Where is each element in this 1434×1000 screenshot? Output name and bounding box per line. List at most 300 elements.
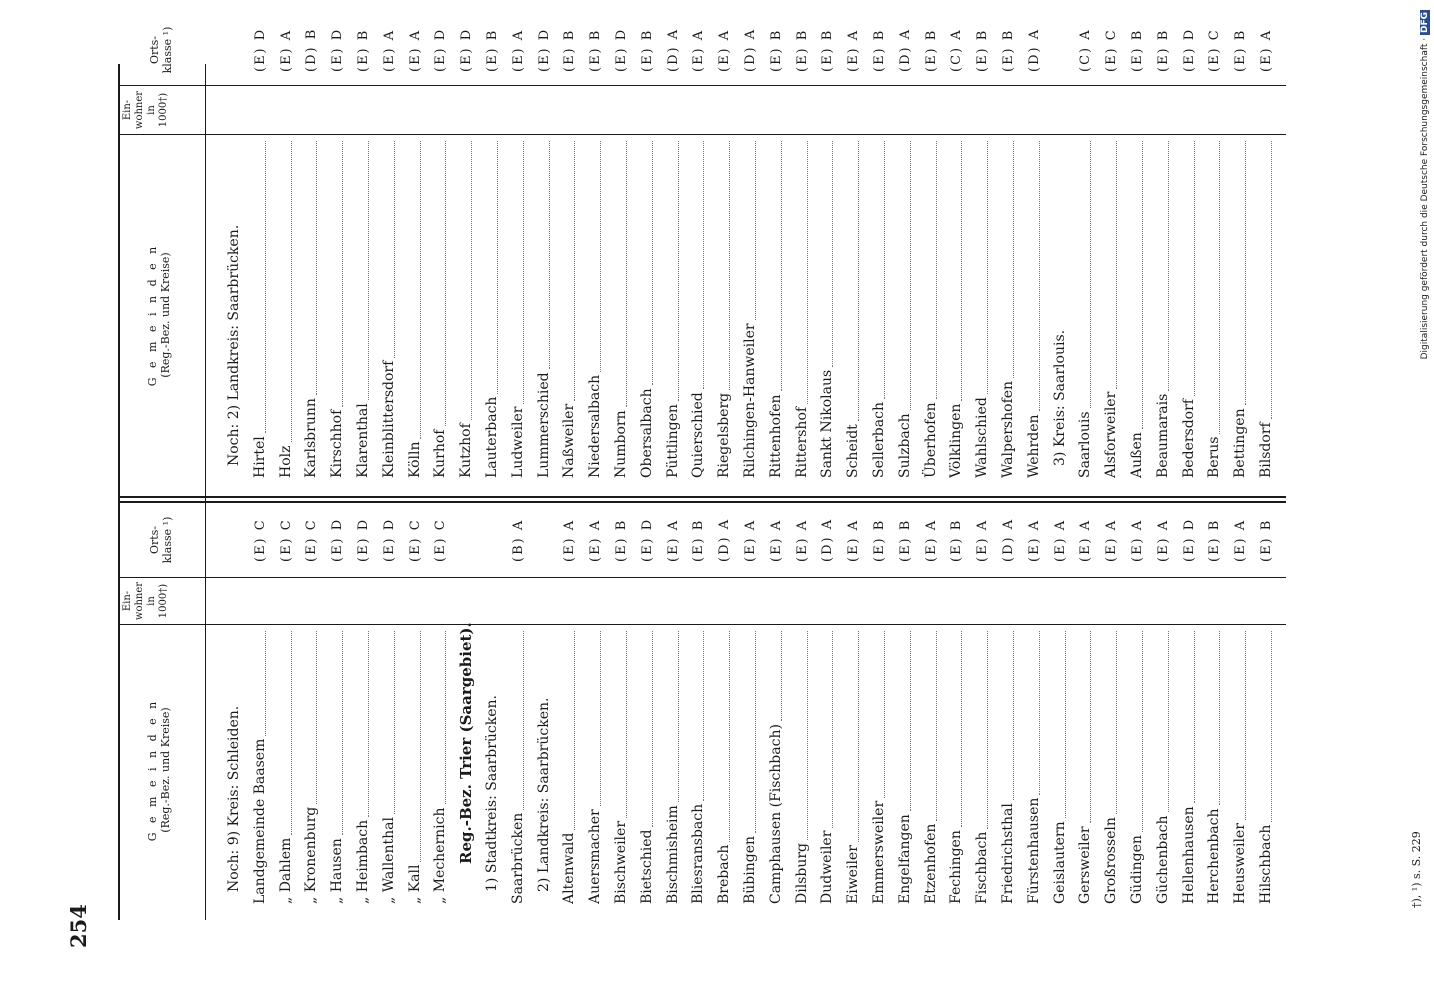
municipality-name: Geislautern: [1051, 821, 1068, 904]
leader-dots: [703, 141, 704, 389]
municipality-name: Bischweiler: [613, 820, 629, 904]
municipality-name: Sulzbach: [896, 413, 913, 478]
leader-dots: [368, 631, 369, 817]
ortsklasse-value: (E) A: [510, 28, 526, 72]
leader-dots: [987, 631, 988, 829]
municipality-name: Quierschied: [690, 392, 707, 478]
leader-dots: [1194, 631, 1195, 803]
ortsklasse-value: (E) C: [1207, 28, 1223, 72]
ortsklasse-value: (E) C: [252, 518, 268, 562]
leader-dots: [316, 631, 317, 804]
municipality-name: Großrosseln: [1103, 817, 1120, 904]
ortsklasse-value: (E) A: [1078, 518, 1094, 562]
header-ortsklasse-left: [148, 503, 174, 577]
table-row: [815, 482, 840, 904]
table-row: [970, 482, 995, 904]
table-row: [609, 0, 634, 478]
leader-dots: [523, 631, 524, 810]
section-heading-row: [454, 482, 479, 904]
ortsklasse-value: (E) D: [356, 517, 371, 562]
table-row: [944, 0, 969, 478]
municipality-name: Fischbach: [974, 831, 991, 904]
ortsklasse-value: (E) A: [846, 518, 862, 562]
section-heading-row: [532, 482, 557, 904]
ortsklasse-value: (E) A: [278, 28, 294, 72]
header-einwohner-line3: in: [146, 105, 157, 115]
table-row: [996, 482, 1021, 904]
header-bottom-rule: [205, 64, 206, 920]
municipality-name: Güchenbach: [1154, 815, 1171, 904]
municipality-name: Beaumarais: [1154, 393, 1171, 478]
ortsklasse-value: (E) B: [872, 28, 887, 72]
municipality-name: Saarbrücken: [509, 812, 526, 904]
ortsklasse-value: (E) B: [794, 28, 810, 72]
header-einwohner-line4: 1000†): [158, 583, 169, 619]
municipality-name: Bilsdorf: [1258, 422, 1274, 478]
leader-dots: [987, 141, 988, 394]
leader-dots: [1194, 141, 1195, 396]
leader-dots: [316, 141, 317, 395]
table-row: [1228, 0, 1253, 478]
ortsklasse-value: (E) B: [1130, 28, 1145, 72]
ortsklasse-value: (E) A: [743, 518, 758, 562]
leader-dots: [342, 141, 343, 407]
table-row: [1177, 0, 1202, 478]
leader-dots: [1271, 141, 1272, 419]
municipality-name: Naßweiler: [561, 403, 578, 478]
table-row: [506, 482, 531, 904]
municipality-name: Holz: [277, 445, 294, 478]
ortsklasse-value: (E) A: [691, 28, 707, 72]
ortsklasse-value: (D) A: [665, 27, 681, 72]
leader-dots: [368, 141, 369, 400]
leader-dots: [781, 141, 782, 391]
leader-dots: [781, 631, 782, 721]
section-heading: 2) Landkreis: Saarbrücken.: [535, 697, 552, 892]
ortsklasse-value: (E) A: [1130, 518, 1145, 562]
table-row: [712, 482, 737, 904]
dfg-watermark: [1418, 10, 1432, 990]
municipality-name: Numborn: [613, 410, 629, 478]
ortsklasse-value: (E) C: [433, 518, 449, 562]
ortsklasse-value: (E) A: [1259, 28, 1274, 72]
leader-dots: [1142, 141, 1143, 429]
ortsklasse-value: (E) D: [1181, 27, 1197, 72]
table-row: [738, 0, 763, 478]
municipality-name: Kurhof: [432, 429, 449, 478]
municipality-name: Scheidt: [845, 424, 862, 478]
leader-dots: [652, 141, 653, 385]
leader-dots: [807, 141, 808, 404]
header-gemeinden-title: G e m e i n d e n: [146, 243, 159, 387]
ortsklasse-value: (E) D: [614, 27, 629, 72]
leader-dots: [265, 141, 266, 433]
municipality-name: „ Wallenthal: [380, 817, 397, 904]
leader-dots: [291, 631, 292, 835]
table-row: [1048, 482, 1073, 904]
municipality-name: „ Mechernich: [432, 807, 449, 904]
leader-dots: [910, 631, 911, 811]
municipality-name: Bischmisheim: [664, 805, 681, 904]
table-row: [1125, 482, 1150, 904]
table-row: [325, 482, 350, 904]
leader-dots: [1245, 141, 1246, 405]
leader-dots: [574, 141, 575, 401]
leader-dots: [600, 141, 601, 372]
table-row: [403, 0, 428, 478]
table-row: [1254, 482, 1279, 904]
table-row: [919, 0, 944, 478]
table-row: [764, 482, 789, 904]
leader-dots: [884, 141, 885, 399]
ortsklasse-value: (D) A: [820, 517, 836, 562]
municipality-name: Dilsburg: [793, 843, 810, 904]
municipality-name: Camphausen (Fischbach): [767, 724, 784, 904]
ortsklasse-value: (E) A: [923, 518, 939, 562]
table-row: [403, 482, 428, 904]
table-row: [609, 482, 634, 904]
municipality-name: Landgemeinde Baasem: [251, 738, 268, 904]
ortsklasse-value: (E) D: [1181, 517, 1197, 562]
table-row: [841, 0, 866, 478]
leader-dots: [1013, 631, 1014, 800]
leader-dots: [703, 631, 704, 801]
ortsklasse-value: (E) C: [278, 518, 294, 562]
table-row: [377, 482, 402, 904]
ortsklasse-value: (E) B: [897, 518, 913, 562]
municipality-name: Kleinblittersdorf: [380, 360, 397, 478]
ortsklasse-value: (E) A: [588, 518, 604, 562]
municipality-name: Walpershofen: [1000, 380, 1016, 478]
leader-dots: [678, 141, 679, 401]
header-einwohner-right: [122, 86, 170, 134]
leader-dots: [858, 141, 859, 421]
table-row: [661, 0, 686, 478]
table-row: [841, 482, 866, 904]
municipality-name: Kirschhof: [329, 409, 346, 478]
leader-dots: [394, 141, 395, 358]
municipality-name: Außen: [1129, 432, 1145, 478]
ortsklasse-value: (E) B: [768, 28, 784, 72]
municipality-name: Karlsbrunn: [303, 398, 320, 478]
leader-dots: [755, 141, 756, 320]
municipality-name: „ Dahlem: [277, 837, 294, 904]
ortsklasse-value: (E) A: [665, 518, 681, 562]
table-row: [1073, 0, 1098, 478]
municipality-name: Püttlingen: [664, 404, 681, 478]
leader-dots: [884, 631, 885, 798]
header-gemeinden-sub: (Reg.-Bez. und Kreise): [159, 707, 172, 833]
leader-dots: [265, 631, 266, 736]
ortsklasse-value: (E) D: [433, 27, 449, 72]
section-heading: Noch: 9) Kreis: Schleiden.: [226, 705, 242, 892]
table-row: [635, 0, 660, 478]
ortsklasse-value: (E) B: [820, 28, 836, 72]
leader-dots: [1065, 631, 1066, 818]
leader-dots: [1219, 141, 1220, 434]
municipality-name: Fechingen: [948, 830, 965, 904]
header-ortsklasse-line2: klasse ¹): [161, 516, 174, 564]
leader-dots: [961, 141, 962, 401]
municipality-name: Berus: [1206, 436, 1223, 478]
municipality-name: Bübingen: [742, 835, 758, 904]
municipality-name: Wehrden: [1025, 414, 1042, 478]
header-einwohner-line3: in: [146, 596, 157, 606]
table-row: [1228, 482, 1253, 904]
leader-dots: [342, 631, 343, 835]
table-row: [712, 0, 737, 478]
leader-dots: [420, 631, 421, 862]
municipality-name: „ Hausen: [329, 838, 346, 904]
ortsklasse-value: (E) B: [1155, 28, 1171, 72]
municipality-name: Emmersweiler: [871, 800, 887, 904]
municipality-name: Obersalbach: [638, 388, 655, 478]
ortsklasse-value: (C) A: [1078, 28, 1094, 72]
table-row: [325, 0, 350, 478]
municipality-name: Lummerschied: [535, 372, 552, 478]
page-number: 254: [66, 904, 91, 948]
table-row: [661, 482, 686, 904]
ortsklasse-value: (E) A: [1052, 518, 1068, 562]
table-row: [1125, 0, 1150, 478]
ortsklasse-value: (D) A: [897, 27, 913, 72]
header-ortsklasse-right: [148, 15, 174, 85]
section-heading: Reg.-Bez. Trier (Saargebiet).: [457, 622, 476, 864]
ortsklasse-value: (B) A: [510, 518, 526, 562]
leader-dots: [678, 631, 679, 802]
table-row: [583, 482, 608, 904]
ortsklasse-value: (E) C: [304, 518, 320, 562]
table-row: [428, 482, 453, 904]
leader-dots: [549, 141, 550, 369]
ortsklasse-value: (E) C: [407, 518, 423, 562]
table-row: [1202, 0, 1227, 478]
municipality-name: Lauterbach: [484, 396, 500, 478]
ortsklasse-value: (E) B: [1259, 518, 1274, 562]
municipality-name: Ludweiler: [509, 406, 526, 478]
ortsklasse-value: (E) A: [975, 518, 991, 562]
table-row: [351, 0, 376, 478]
leader-dots: [1168, 141, 1169, 391]
table-row: [454, 0, 479, 478]
ortsklasse-value: (E) D: [252, 27, 268, 72]
municipality-name: „ Heimbach: [355, 819, 371, 904]
leader-dots: [1039, 141, 1040, 411]
leader-dots: [626, 631, 627, 818]
header-ortsklasse-line1: Orts-: [148, 35, 161, 65]
table-row: [815, 0, 840, 478]
ortsklasse-value: (E) D: [459, 27, 475, 72]
ortsklasse-value: (E) B: [923, 28, 939, 72]
leader-dots: [1090, 141, 1091, 408]
municipality-name: Bedersdorf: [1180, 399, 1197, 478]
leader-dots: [961, 631, 962, 827]
leader-dots: [445, 631, 446, 804]
municipality-name: Rilchingen-Hanweiler: [742, 323, 758, 478]
ortsklasse-value: (D) A: [717, 517, 733, 562]
table-row: [480, 0, 505, 478]
section-heading-row: [480, 482, 505, 904]
table-row: [299, 0, 324, 478]
leader-dots: [1245, 631, 1246, 820]
leader-dots: [1142, 631, 1143, 832]
ortsklasse-value: (E) A: [381, 28, 397, 72]
ortsklasse-value: (D) A: [1026, 27, 1042, 72]
leader-dots: [600, 631, 601, 806]
municipality-name: Bliesransbach: [690, 803, 707, 904]
municipality-name: Güdingen: [1129, 835, 1145, 904]
ortsklasse-value: (E) D: [381, 517, 397, 562]
municipality-name: Altenwald: [561, 832, 578, 904]
ortsklasse-value: (E) A: [794, 518, 810, 562]
leader-dots: [807, 631, 808, 840]
ortsklasse-value: (E) B: [872, 518, 887, 562]
leader-dots: [497, 141, 498, 394]
table-row: [274, 0, 299, 478]
leader-dots: [910, 141, 911, 410]
section-heading: 1) Stadtkreis: Saarbrücken.: [484, 695, 500, 892]
table-row: [583, 0, 608, 478]
ortsklasse-value: (D) A: [1001, 517, 1016, 562]
header-einwohner-line1: Ein-: [122, 590, 133, 612]
municipality-name: Gersweiler: [1077, 826, 1094, 904]
leader-dots: [729, 631, 730, 842]
ortsklasse-value: (E) B: [1207, 518, 1223, 562]
table-row: [919, 482, 944, 904]
header-gemeinden-left: [146, 630, 172, 910]
ortsklasse-value: (E) D: [330, 517, 346, 562]
table-row: [635, 482, 660, 904]
table-row: [1099, 482, 1124, 904]
ortsklasse-value: (E) A: [562, 518, 578, 562]
table-row: [790, 482, 815, 904]
ortsklasse-value: (E) C: [1104, 28, 1120, 72]
municipality-name: Niedersalbach: [587, 374, 604, 478]
leader-dots: [626, 141, 627, 407]
leader-dots: [858, 631, 859, 842]
ortsklasse-value: (E) A: [1104, 518, 1120, 562]
municipality-name: „ Kronenburg: [303, 806, 320, 904]
leader-dots: [936, 631, 937, 821]
municipality-name: Etzenhofen: [922, 823, 939, 904]
leader-dots: [729, 141, 730, 390]
table-row: [867, 0, 892, 478]
table-row: [351, 482, 376, 904]
ortsklasse-value: (E) B: [975, 28, 991, 72]
ortsklasse-value: (E) D: [330, 27, 346, 72]
header-einwohner-left: [122, 578, 170, 624]
table-row: [893, 482, 918, 904]
municipality-name: Bietschied: [638, 829, 655, 904]
municipality-name: Wahlschied: [974, 397, 991, 478]
municipality-name: Hirtel: [251, 436, 268, 478]
municipality-name: Überhofen: [922, 402, 939, 478]
ortsklasse-value: (E) A: [717, 28, 733, 72]
table-row: [1022, 482, 1047, 904]
ortsklasse-value: (E) A: [768, 518, 784, 562]
leader-dots: [936, 141, 937, 399]
table-row: [557, 0, 582, 478]
municipality-name: Rittenhofen: [767, 394, 784, 478]
municipality-name: Auersmacher: [587, 809, 604, 904]
table-row: [764, 0, 789, 478]
leader-dots: [471, 141, 472, 420]
section-heading: Noch: 2) Landkreis: Saarbrücken.: [226, 224, 242, 466]
dfg-logo: DFG: [1420, 12, 1430, 34]
municipality-name: Klarenthal: [355, 403, 371, 478]
leader-dots: [523, 141, 524, 404]
leader-dots: [1013, 141, 1014, 378]
leader-dots: [445, 141, 446, 427]
ortsklasse-value: (E) B: [639, 28, 655, 72]
table-row: [1151, 482, 1176, 904]
table-row: [299, 482, 324, 904]
ortsklasse-value: (E) B: [485, 28, 500, 72]
ortsklasse-value: (E) A: [846, 28, 862, 72]
municipality-name: Sankt Nikolaus: [819, 369, 836, 478]
municipality-name: Kutzhof: [458, 423, 475, 478]
municipality-name: Fürstenhausen: [1025, 797, 1042, 904]
ortsklasse-value: (E) B: [691, 518, 707, 562]
footnote: †), ¹) s. S. 229: [1410, 831, 1423, 908]
municipality-name: Riegelsberg: [716, 392, 733, 478]
header-gemeinden-title: G e m e i n d e n: [146, 698, 159, 842]
table-row: [1073, 482, 1098, 904]
leader-dots: [1116, 141, 1117, 389]
ortsklasse-value: (E) B: [1233, 28, 1249, 72]
municipality-name: Kölln: [406, 441, 423, 478]
header-einwohner-line2: wohner: [134, 90, 145, 130]
table-row: [557, 482, 582, 904]
municipality-name: Heusweiler: [1232, 823, 1249, 904]
section-heading: 3) Kreis: Saarlouis.: [1051, 329, 1068, 466]
leader-dots: [420, 141, 421, 439]
table-row: [1022, 0, 1047, 478]
leader-dots: [1271, 631, 1272, 822]
header-ortsklasse-line2: klasse ¹): [161, 26, 174, 74]
leader-dots: [755, 631, 756, 833]
table-row: [506, 0, 531, 478]
leader-dots: [574, 631, 575, 830]
leader-dots: [1168, 631, 1169, 812]
ortsklasse-value: (C) A: [949, 28, 965, 72]
table-row: [248, 482, 273, 904]
table-row: [248, 0, 273, 478]
header-ortsklasse-line1: Orts-: [148, 525, 161, 555]
table-row: [996, 0, 1021, 478]
municipality-name: Hellenhausen: [1180, 806, 1197, 904]
ortsklasse-value: (E) B: [588, 28, 604, 72]
header-gemeinden-sub: (Reg.-Bez. und Kreise): [159, 252, 172, 378]
ortsklasse-value: (E) A: [1233, 518, 1249, 562]
municipality-name: Brebach: [716, 844, 733, 904]
table-row: [1254, 0, 1279, 478]
table-row: [970, 0, 995, 478]
leader-dots: [1039, 631, 1040, 795]
leader-dots: [652, 631, 653, 827]
ortsklasse-value: (E) B: [562, 28, 578, 72]
leader-dots: [1219, 631, 1220, 805]
leader-dots: [394, 631, 395, 814]
ortsklasse-value: (E) A: [1026, 518, 1042, 562]
header-einwohner-line1: Ein-: [122, 99, 133, 121]
header-gemeinden-right: [146, 140, 172, 490]
ortsklasse-value: (E) B: [949, 518, 965, 562]
leader-dots: [832, 141, 833, 367]
section-heading-row: [222, 0, 247, 478]
municipality-name: Saarlouis: [1077, 411, 1094, 478]
leader-dots: [1116, 631, 1117, 814]
